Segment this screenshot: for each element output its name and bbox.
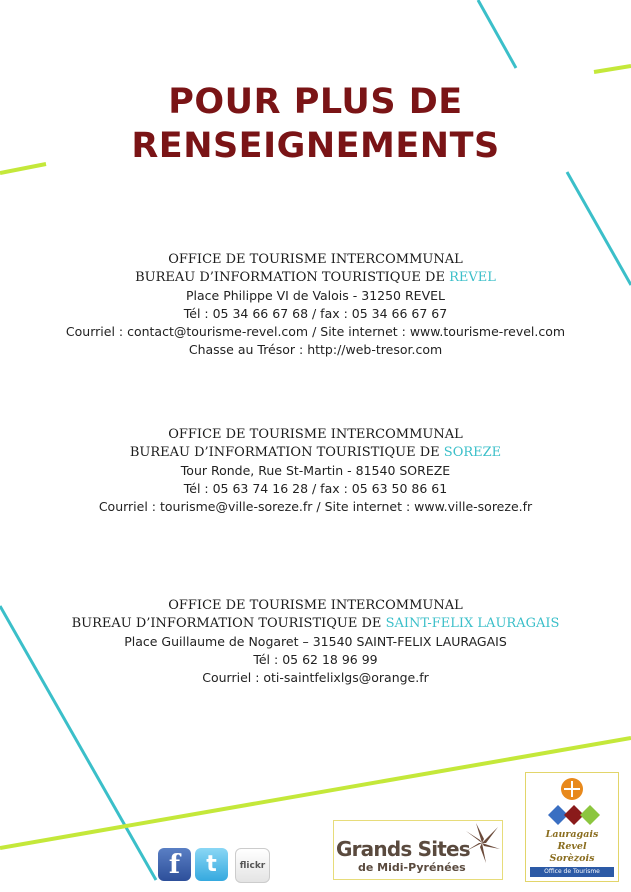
grands-sites-title: Grands Sites: [336, 837, 470, 861]
office-address: Place Guillaume de Nogaret – 31540 SAINT-FELIX LAURAGAIS: [124, 634, 507, 649]
twitter-icon[interactable]: [195, 848, 228, 881]
subheading-prefix: BUREAU D’INFORMATION TOURISTIQUE DE: [135, 270, 450, 285]
town-name: SOREZE: [443, 445, 502, 460]
lrs-name: [526, 829, 618, 865]
town-name: REVEL: [449, 270, 496, 285]
office-phone: Tél : 05 63 74 16 28 / fax : 05 63 50 86 61: [183, 481, 448, 496]
grands-sites-subtitle: de Midi-Pyrénées: [358, 861, 466, 874]
title-line-1: POUR PLUS DE: [168, 82, 463, 122]
title-line-2: RENSEIGNEMENTS: [131, 126, 500, 166]
office-address: Place Philippe VI de Valois - 31250 REVEL: [186, 288, 445, 303]
office-soreze: [0, 426, 631, 516]
facebook-icon[interactable]: [158, 848, 191, 881]
office-heading: OFFICE DE TOURISME INTERCOMMUNAL: [168, 252, 463, 267]
office-heading: OFFICE DE TOURISME INTERCOMMUNAL: [168, 598, 463, 613]
grands-sites-logo: [333, 820, 503, 880]
office-address: Tour Ronde, Rue St-Martin - 81540 SOREZE: [180, 463, 451, 478]
office-treasure-hunt[interactable]: Chasse au Trésor : http://web-tresor.com: [188, 342, 443, 357]
flickr-label: flickr: [239, 860, 266, 871]
lrs-line-2: Revel: [557, 841, 587, 852]
flickr-icon[interactable]: [235, 848, 270, 883]
office-subheading: [0, 615, 631, 633]
office-phone: Tél : 05 34 66 67 68 / fax : 05 34 66 67 67: [183, 306, 448, 321]
page-title: [0, 80, 631, 168]
office-contact[interactable]: Courriel : contact@tourisme-revel.com / Site internet : www.tourisme-revel.com: [65, 324, 566, 339]
cross-emblem-icon: [526, 773, 618, 829]
town-name: SAINT-FELIX LAURAGAIS: [385, 616, 560, 631]
lrs-bar: Office de Tourisme: [530, 867, 614, 877]
office-subheading: [0, 444, 631, 462]
office-heading: OFFICE DE TOURISME INTERCOMMUNAL: [168, 427, 463, 442]
office-phone: Tél : 05 62 18 96 99: [253, 652, 378, 667]
lrs-line-1: Lauragais: [545, 829, 599, 840]
subheading-prefix: BUREAU D’INFORMATION TOURISTIQUE DE: [71, 616, 386, 631]
facebook-glyph: f: [168, 849, 181, 880]
office-subheading: [0, 269, 631, 287]
lrs-line-3: Sorèzois: [549, 853, 595, 864]
twitter-glyph: t: [206, 852, 217, 877]
lauragais-revel-sorezois-logo: [525, 772, 619, 882]
office-saint-felix: [0, 597, 631, 687]
office-contact[interactable]: Courriel : oti-saintfelixlgs@orange.fr: [202, 670, 429, 685]
office-revel: [0, 251, 631, 359]
subheading-prefix: BUREAU D’INFORMATION TOURISTIQUE DE: [129, 445, 444, 460]
office-contact[interactable]: Courriel : tourisme@ville-soreze.fr / Site internet : www.ville-soreze.fr: [98, 499, 533, 514]
